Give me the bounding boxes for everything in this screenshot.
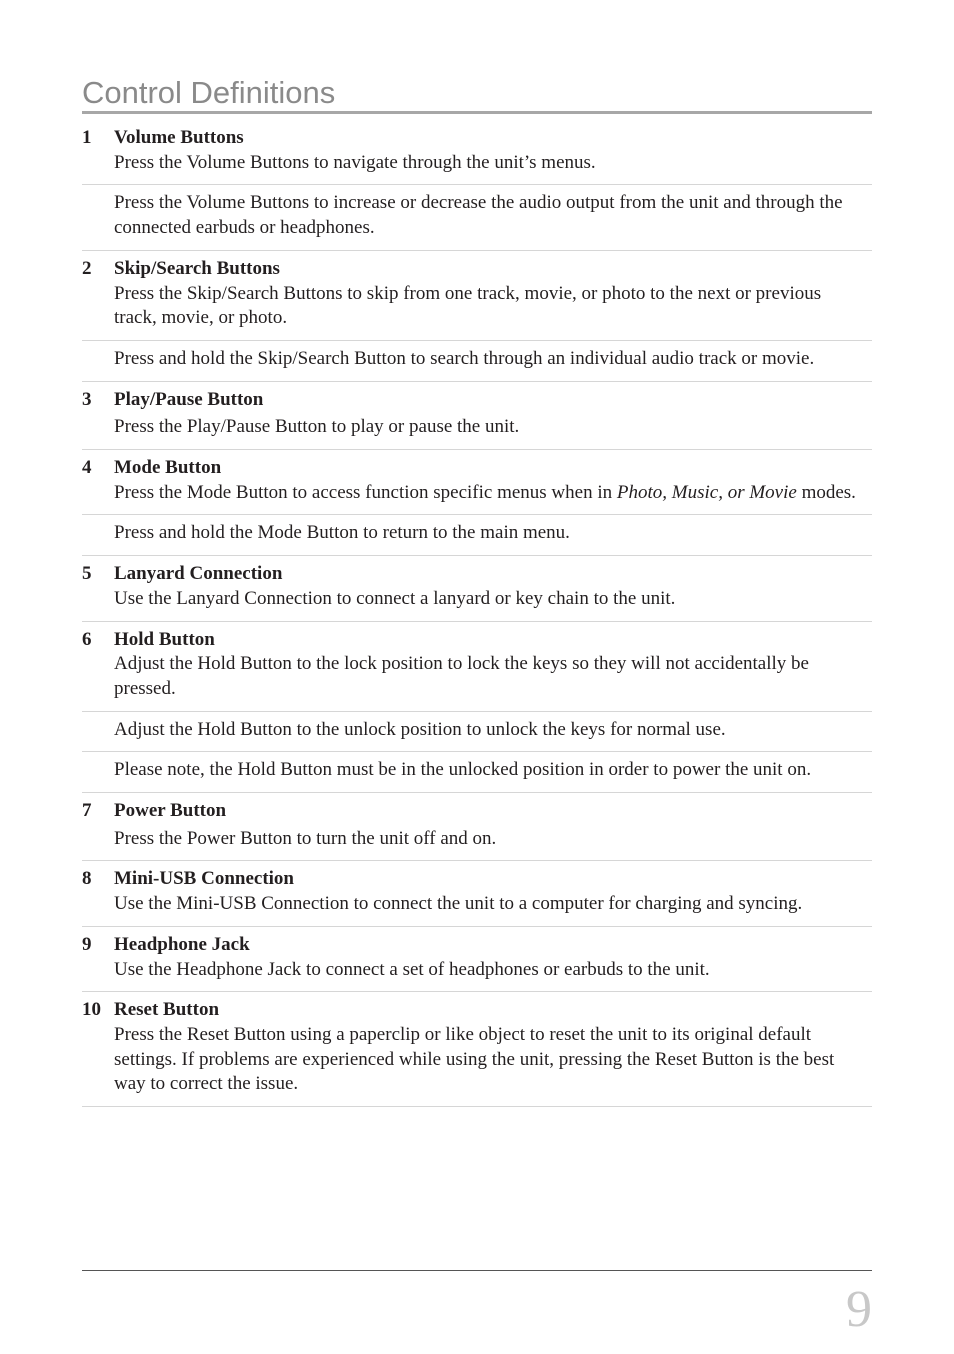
definition-item-power-button: [82, 793, 872, 861]
description-text: modes.: [796, 481, 856, 503]
definition-item-mini-usb-connection: [82, 861, 872, 926]
definition-item-continuation: [82, 712, 872, 753]
item-heading: Volume Buttons: [114, 127, 244, 148]
item-heading: Headphone Jack: [114, 933, 250, 955]
item-number: 3: [82, 388, 92, 410]
item-heading: Reset Button: [114, 999, 220, 1021]
definition-item-continuation: [82, 185, 872, 250]
item-description: Use the Lanyard Connection to connect a lanyard or key chain to the unit.: [114, 587, 676, 609]
item-number: 1: [82, 127, 92, 148]
item-heading: Mini-USB Connection: [114, 868, 294, 890]
definition-item-continuation: [82, 752, 872, 793]
item-number: 8: [82, 868, 92, 890]
item-description: Adjust the Hold Button to the unlock position to unlock the keys for normal use.: [114, 718, 726, 740]
item-number: 2: [82, 257, 92, 279]
item-description: Press the Power Button to turn the unit off and on.: [114, 827, 497, 849]
description-modes-italic: Photo, Music, or Movie: [616, 481, 797, 503]
item-description: [114, 481, 864, 506]
item-description: Press the Volume Buttons to increase or decrease the audio output from the unit and through the connected earbuds or headphones.: [114, 192, 843, 239]
item-number: 7: [82, 800, 92, 822]
footer-divider: [82, 1270, 872, 1271]
definition-item-hold-button: [82, 622, 872, 712]
definition-item-play-pause-button: [82, 382, 872, 450]
definition-item-mode-button: [82, 450, 872, 515]
item-description: Press and hold the Skip/Search Button to search through an individual audio track or movie.: [114, 347, 815, 369]
page-title: Control Definitions: [82, 75, 336, 110]
item-description: Press and hold the Mode Button to return to the main menu.: [114, 522, 570, 544]
definition-item-volume-buttons: [82, 126, 872, 185]
item-heading: Power Button: [114, 800, 227, 822]
item-heading: Mode Button: [114, 457, 222, 479]
definition-item-continuation: [82, 341, 872, 382]
item-number: 5: [82, 563, 92, 585]
item-number: 10: [82, 999, 101, 1021]
item-description: Press the Play/Pause Button to play or pause the unit.: [114, 416, 520, 438]
description-text: Press the Mode Button to access function specific menus when in: [114, 481, 617, 503]
item-description: Adjust the Hold Button to the lock position to lock the keys so they will not accidentally be pressed.: [114, 653, 809, 699]
item-description: Please note, the Hold Button must be in the unlocked position in order to power the unit on.: [114, 759, 812, 781]
definition-item-reset-button: [82, 992, 872, 1107]
item-description: Use the Mini-USB Connection to connect the unit to a computer for charging and syncing.: [114, 893, 803, 915]
definition-item-lanyard-connection: [82, 556, 872, 621]
item-heading: Lanyard Connection: [114, 563, 283, 585]
item-description: Press the Reset Button using a paperclip or like object to reset the unit to its original default settings. If problems are experienced while using the unit, pressing the Reset Button is the best way to correct the issue.: [114, 1023, 835, 1095]
definition-item-continuation: [82, 515, 872, 556]
item-number: 6: [82, 628, 92, 650]
item-description: Press the Volume Buttons to navigate through the unit’s menus.: [114, 151, 596, 173]
page-number: 9: [846, 1281, 872, 1338]
item-heading: Play/Pause Button: [114, 388, 264, 410]
item-number: 9: [82, 933, 92, 955]
item-description: Use the Headphone Jack to connect a set of headphones or earbuds to the unit.: [114, 958, 710, 980]
definitions-list: [82, 126, 872, 1107]
item-number: 4: [82, 457, 92, 479]
item-heading: Hold Button: [114, 628, 215, 650]
definition-item-skip-search-buttons: [82, 251, 872, 341]
title-divider: [82, 111, 872, 114]
definition-item-headphone-jack: [82, 927, 872, 992]
item-description: Press the Skip/Search Buttons to skip from one track, movie, or photo to the next or previous track, movie, or photo.: [114, 282, 822, 329]
item-heading: Skip/Search Buttons: [114, 257, 280, 279]
